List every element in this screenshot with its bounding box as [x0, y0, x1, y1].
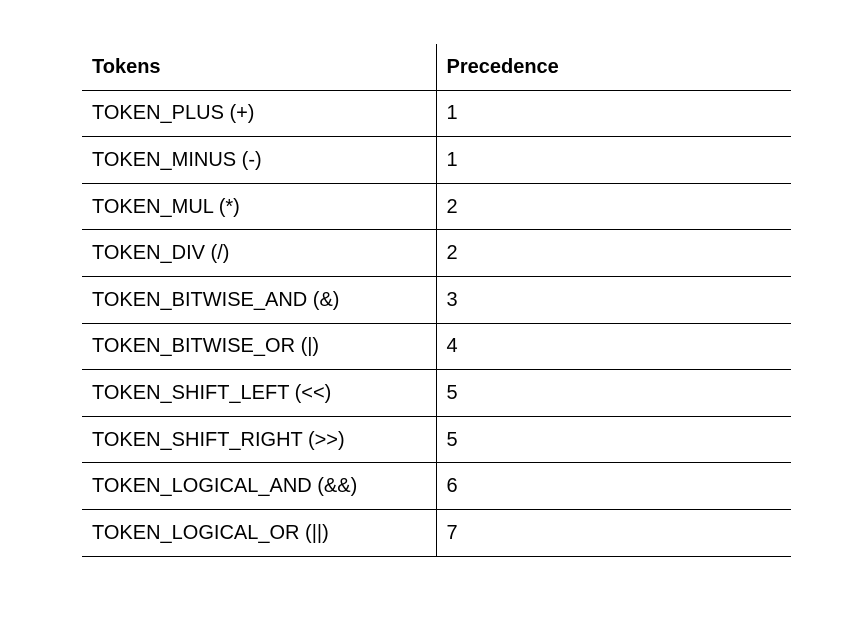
- table-row: [82, 323, 791, 370]
- table-body: [82, 90, 791, 556]
- token-cell: TOKEN_DIV (/): [82, 230, 436, 277]
- table-row: [82, 509, 791, 556]
- token-cell: TOKEN_SHIFT_LEFT (<<): [82, 370, 436, 417]
- token-cell: TOKEN_BITWISE_AND (&): [82, 276, 436, 323]
- token-cell: TOKEN_PLUS (+): [82, 90, 436, 137]
- precedence-cell: 1: [436, 137, 791, 184]
- table-row: [82, 463, 791, 510]
- precedence-table-container: [82, 44, 791, 557]
- token-cell: TOKEN_LOGICAL_OR (||): [82, 509, 436, 556]
- table-row: [82, 370, 791, 417]
- precedence-cell: 3: [436, 276, 791, 323]
- token-cell: TOKEN_BITWISE_OR (|): [82, 323, 436, 370]
- header-row: [82, 44, 791, 90]
- table-row: [82, 416, 791, 463]
- precedence-cell: 2: [436, 230, 791, 277]
- table-row: [82, 276, 791, 323]
- precedence-cell: 2: [436, 183, 791, 230]
- token-cell: TOKEN_LOGICAL_AND (&&): [82, 463, 436, 510]
- precedence-cell: 5: [436, 370, 791, 417]
- token-cell: TOKEN_MINUS (-): [82, 137, 436, 184]
- table-row: [82, 90, 791, 137]
- precedence-table: [82, 44, 791, 557]
- precedence-cell: 4: [436, 323, 791, 370]
- token-cell: TOKEN_SHIFT_RIGHT (>>): [82, 416, 436, 463]
- table-row: [82, 183, 791, 230]
- header-tokens: Tokens: [82, 44, 436, 90]
- table-header: [82, 44, 791, 90]
- precedence-cell: 7: [436, 509, 791, 556]
- table-row: [82, 230, 791, 277]
- precedence-cell: 1: [436, 90, 791, 137]
- table-row: [82, 137, 791, 184]
- token-cell: TOKEN_MUL (*): [82, 183, 436, 230]
- header-precedence: Precedence: [436, 44, 791, 90]
- precedence-cell: 5: [436, 416, 791, 463]
- precedence-cell: 6: [436, 463, 791, 510]
